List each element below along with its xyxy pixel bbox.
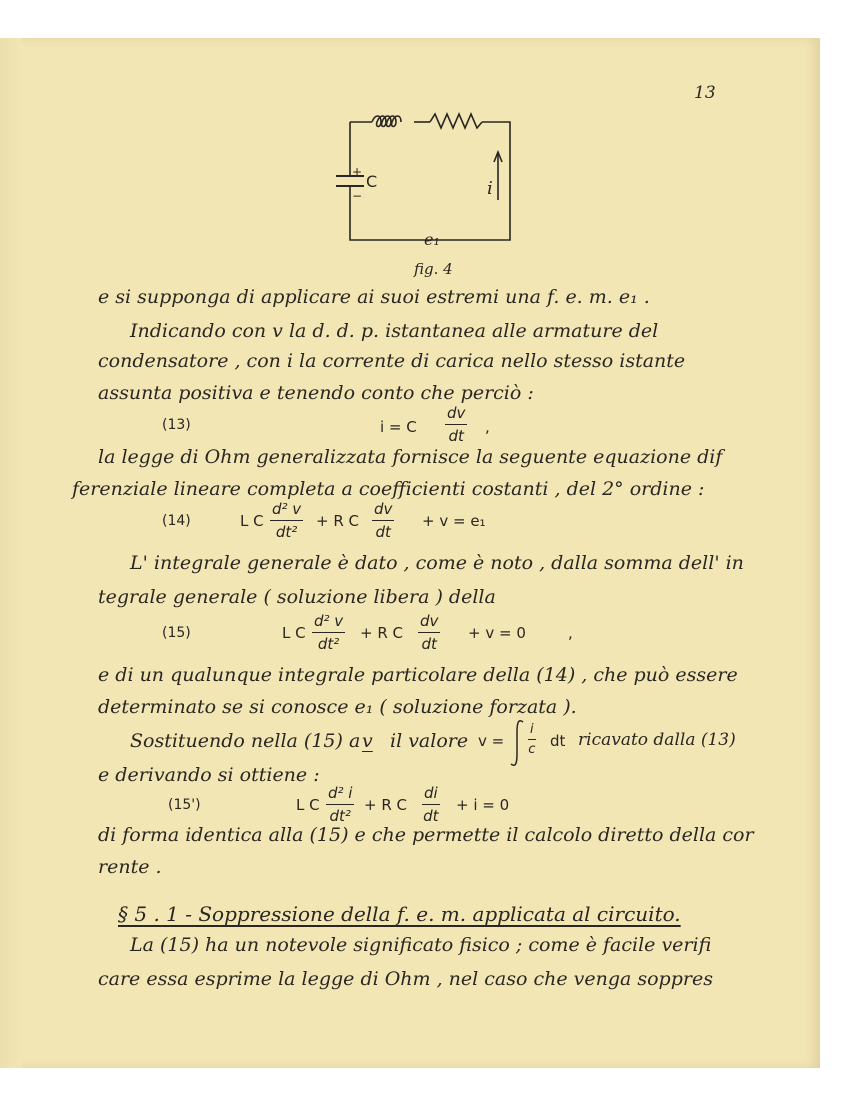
text-line: Indicando con v la d. d. p. istantanea alle armature del bbox=[130, 320, 659, 342]
page-number: 13 bbox=[694, 83, 716, 103]
fraction-denominator: dt bbox=[421, 635, 437, 653]
fraction-numerator: d² v bbox=[312, 612, 345, 633]
inline-fraction bbox=[528, 722, 536, 757]
equation-14-term: + R C bbox=[316, 512, 360, 530]
inline-dt: dt bbox=[550, 732, 566, 750]
fraction-denominator: dt bbox=[375, 523, 391, 541]
text-line: e derivando si ottiene : bbox=[98, 764, 320, 786]
fraction-denominator: dt² bbox=[329, 807, 351, 825]
integral-icon bbox=[508, 718, 528, 768]
equation-14-fraction bbox=[270, 500, 303, 541]
inductor-icon bbox=[372, 116, 401, 127]
text-line: e di un qualunque integrale particolare della (14) , che può essere bbox=[98, 664, 738, 686]
equation-14-fraction bbox=[372, 500, 394, 541]
text-line: il valore bbox=[390, 730, 469, 752]
equation-15p-fraction bbox=[326, 784, 354, 825]
emf-label: e₁ bbox=[424, 230, 440, 249]
text-line: tegrale generale ( soluzione libera ) della bbox=[98, 586, 496, 608]
equation-15-term: L C bbox=[282, 624, 306, 642]
equation-tag: (14) bbox=[162, 513, 191, 529]
fraction-numerator: dv bbox=[418, 612, 440, 633]
equation-13-tail: , bbox=[485, 418, 490, 436]
text-line: e si supponga di applicare ai suoi estremi una f. e. m. e₁ . bbox=[98, 286, 650, 308]
fraction-numerator: di bbox=[422, 784, 440, 805]
capacitor-plus-label: + bbox=[352, 165, 363, 179]
fraction-denominator: dt² bbox=[317, 635, 340, 653]
text-line: di forma identica alla (15) e che permette il calcolo diretto della cor bbox=[98, 824, 754, 846]
text-line: L' integrale generale è dato , come è noto , dalla somma dell' in bbox=[130, 552, 744, 574]
equation-15p-term: + R C bbox=[364, 796, 408, 814]
equation-13-lhs: i = C bbox=[380, 418, 417, 436]
figure-caption: fig. 4 bbox=[414, 260, 453, 278]
equation-tag: (15) bbox=[162, 625, 191, 641]
text-line: Sostituendo nella (15) a bbox=[130, 730, 361, 752]
equation-14-term: L C bbox=[240, 512, 264, 530]
equation-tag: (15') bbox=[168, 797, 201, 813]
equation-15-term: + R C bbox=[360, 624, 404, 642]
text-line: La (15) ha un notevole significato fisico ; come è facile verifi bbox=[130, 934, 712, 956]
text-line: la legge di Ohm generalizzata fornisce la seguente equazione dif bbox=[98, 446, 723, 468]
fraction-numerator: dv bbox=[445, 404, 467, 425]
fraction-numerator: d² v bbox=[270, 500, 303, 521]
text-line: determinato se si conosce e₁ ( soluzione forzata ). bbox=[98, 696, 577, 718]
fraction-denominator: c bbox=[528, 742, 536, 757]
text-line: v bbox=[362, 730, 373, 752]
current-label: i bbox=[487, 178, 493, 199]
text-line: assunta positiva e tenendo conto che perciò : bbox=[98, 382, 534, 404]
inline-v-equals: v = bbox=[478, 732, 505, 750]
text-line: condensatore , con i la corrente di carica nello stesso istante bbox=[98, 350, 686, 372]
equation-15-term: + v = 0 bbox=[468, 624, 526, 642]
text-line: care essa esprime la legge di Ohm , nel caso che venga soppres bbox=[98, 968, 713, 990]
fraction-denominator: dt² bbox=[275, 523, 298, 541]
fraction-numerator: i bbox=[528, 722, 536, 740]
equation-14-term: + v = e₁ bbox=[422, 512, 486, 530]
equation-15p-term: + i = 0 bbox=[456, 796, 510, 814]
text-line: ferenziale lineare completa a coefficienti costanti , del 2° ordine : bbox=[72, 478, 705, 500]
section-heading: § 5 . 1 - Soppressione della f. e. m. applicata al circuito. bbox=[118, 902, 681, 926]
fraction-numerator: dv bbox=[372, 500, 394, 521]
equation-tag: (13) bbox=[162, 417, 191, 433]
capacitor-label: C bbox=[366, 172, 378, 191]
equation-15-fraction bbox=[418, 612, 440, 653]
equation-15-tail: , bbox=[568, 624, 573, 642]
equation-15p-term: L C bbox=[296, 796, 320, 814]
fraction-denominator: dt bbox=[448, 427, 464, 445]
equation-13-fraction bbox=[445, 404, 467, 445]
resistor-icon bbox=[430, 114, 482, 128]
text-line: rente . bbox=[98, 856, 162, 878]
equation-15p-fraction bbox=[422, 784, 440, 825]
equation-15-fraction bbox=[312, 612, 345, 653]
text-line: ricavato dalla (13) bbox=[578, 730, 736, 750]
fraction-numerator: d² i bbox=[326, 784, 354, 805]
capacitor-minus-label: − bbox=[352, 189, 363, 203]
fraction-denominator: dt bbox=[423, 807, 439, 825]
